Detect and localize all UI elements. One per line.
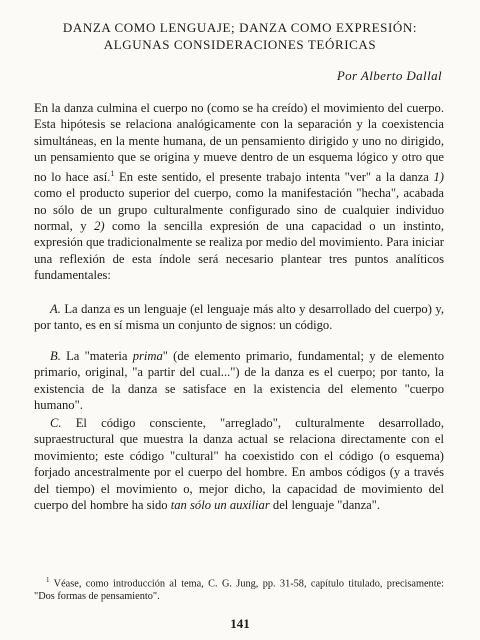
point-b-emphasis: prima <box>132 349 163 363</box>
intro-text-a: En la danza culmina el cuerpo no (como se ha creído) el movimiento del cuerpo. Esta hipótesis se relaciona analógicamente con la separación y la coexistencia simultáneas, en la mente humana, de un pensamiento dirigido y uno no dirigido, un pensamiento que se origina y mueve dentro de un esquema lógico y otro que no lo hace así. <box>34 101 444 184</box>
point-c-paragraph <box>34 415 444 513</box>
author-byline: Por Alberto Dallal <box>336 68 442 83</box>
footnote-text: Véase, como introducción al tema, C. G. Jung, pp. 31-58, capítulo titulado, precisamente: "Dos formas de pensamiento". <box>34 578 444 603</box>
point-c-emphasis: tan sólo un auxiliar <box>170 498 270 513</box>
point-b-text-b: " (de elemento primario, fundamental; y de elemento primario, original, "a partir del cual...") de la danza es el cuerpo; por tanto, la existencia de la danza se satisface en la existencia del elemento "cuerpo humano". <box>34 349 444 413</box>
footnote <box>34 574 444 603</box>
point-c-letter: C. <box>50 416 62 430</box>
intro-paragraph <box>34 100 444 284</box>
point-a-paragraph <box>34 301 444 334</box>
intro-text-c: como el producto superior del cuerpo, como la manifestación "hecha", acabada no sólo de un grupo culturalmente configurado sino de cualquier individuo normal, y <box>34 186 444 234</box>
point-c-text-a: El código consciente, "arreglado", culturalmente desarrollado, supraestructural que muestra la danza actual se relaciona directamente con el movimiento; este código "cultural" ha coexistido con el código (o esquema) forjado ancestralmente por el cuerpo del hombre. En ambos códigos (y a través del tiempo) el movimiento o, mejor dicho, la capacidad de movimiento del cuerpo del hombre ha sido <box>34 416 444 513</box>
point-c-text-b: del lenguaje "danza". <box>269 498 381 513</box>
page-number: 141 <box>230 616 250 631</box>
point-b-letter: B. <box>50 349 61 363</box>
footnote-mark: 1 <box>46 576 50 584</box>
intro-text-d: como la sencilla expresión de una capacidad o un instinto, expresión que tradicionalmente se realiza por medio del movimiento. Para iniciar una reflexión de esta índole será necesario plantear tres puntos analíticos fundamentales: <box>34 219 444 283</box>
intro-text-b: En este sentido, el presente trabajo intenta "ver" a la danza <box>114 169 434 184</box>
footnote-reference: 1 <box>110 168 115 178</box>
article-title-line-2: ALGUNAS CONSIDERACIONES TEÓRICAS <box>103 37 377 52</box>
point-b-text-a: La "materia <box>60 349 133 363</box>
point-a-text: La danza es un lenguaje (el lenguaje más alto y desarrollado del cuerpo) y, por tanto, es en sí misma un conjunto de signos: un código. <box>34 302 444 333</box>
enum-marker-2: 2) <box>94 219 105 234</box>
point-a-letter: A. <box>50 302 61 316</box>
enum-marker-1: 1) <box>433 169 444 184</box>
point-b-paragraph <box>34 348 444 414</box>
article-title-line-1: DANZA COMO LENGUAJE; DANZA COMO EXPRESIÓN: <box>62 20 418 35</box>
